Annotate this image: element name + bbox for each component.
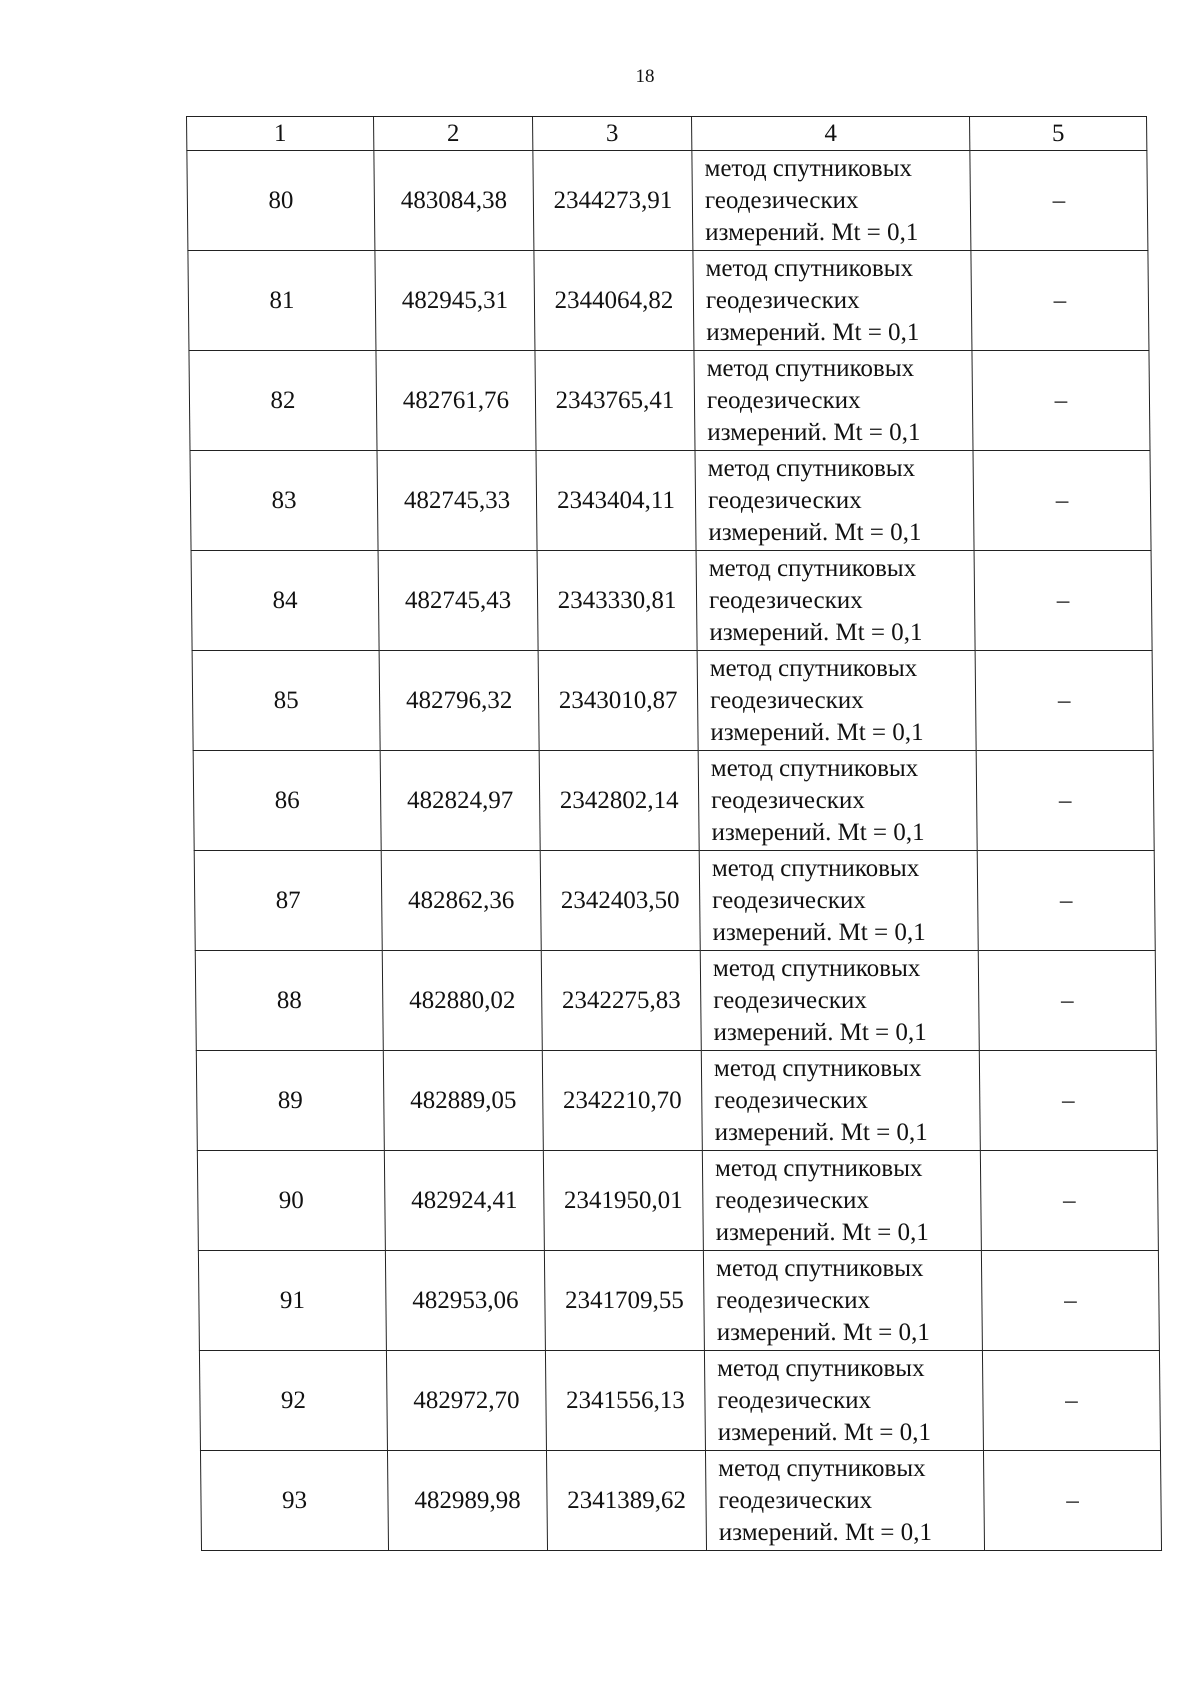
header-col-3: 3: [533, 117, 692, 151]
note-cell: –: [970, 151, 1148, 251]
y-coordinate-cell: 2343010,87: [538, 651, 698, 751]
method-line: измерений. Mt = 0,1: [715, 1218, 929, 1246]
method-line: измерений. Mt = 0,1: [708, 518, 922, 546]
note-cell: –: [975, 651, 1153, 751]
method-description-cell: [694, 351, 973, 451]
y-coordinate-cell: 2341709,55: [544, 1251, 704, 1351]
table-row: [193, 751, 1154, 851]
method-line: геодезических: [707, 486, 862, 514]
x-coordinate-cell: 482761,76: [376, 351, 536, 451]
method-line: метод спутниковых: [708, 554, 917, 582]
x-coordinate-cell: 482824,97: [380, 751, 540, 851]
header-col-1: 1: [187, 117, 374, 151]
method-line: геодезических: [713, 986, 867, 1014]
method-line: метод спутниковых: [715, 1254, 924, 1282]
note-cell: –: [979, 1051, 1157, 1151]
y-coordinate-cell: 2342802,14: [539, 751, 699, 851]
method-description-cell: [701, 1051, 980, 1151]
point-number-cell: 92: [199, 1351, 387, 1451]
method-line: метод спутниковых: [705, 254, 914, 282]
method-line: метод спутниковых: [707, 454, 916, 482]
y-coordinate-cell: 2344273,91: [533, 151, 693, 251]
note-cell: –: [976, 751, 1154, 851]
method-line: геодезических: [717, 1386, 872, 1414]
y-coordinate-cell: 2343330,81: [537, 551, 697, 651]
method-description-cell: [695, 451, 974, 551]
method-line: метод спутниковых: [716, 1354, 925, 1382]
method-line: измерений. Mt = 0,1: [706, 318, 920, 346]
note-cell: –: [980, 1151, 1158, 1251]
method-line: измерений. Mt = 0,1: [717, 1418, 932, 1446]
table-row: [197, 1151, 1158, 1251]
method-description-cell: [692, 151, 971, 251]
x-coordinate-cell: 482862,36: [381, 851, 541, 951]
method-line: метод спутниковых: [718, 1454, 926, 1482]
method-line: метод спутниковых: [706, 354, 915, 382]
table-row: [187, 151, 1148, 251]
method-line: измерений. Mt = 0,1: [710, 718, 924, 746]
table-row: [198, 1251, 1159, 1351]
method-line: измерений. Mt = 0,1: [707, 418, 921, 446]
note-cell: –: [982, 1351, 1160, 1451]
note-cell: –: [971, 251, 1149, 351]
method-line: метод спутниковых: [711, 854, 920, 882]
point-number-cell: 86: [193, 751, 381, 851]
x-coordinate-cell: 482989,98: [387, 1451, 547, 1551]
y-coordinate-cell: 2341389,62: [546, 1451, 706, 1551]
table-row: [192, 651, 1153, 751]
table-row: [194, 851, 1155, 951]
table-header: [187, 117, 1147, 151]
method-line: геодезических: [712, 886, 866, 914]
y-coordinate-cell: 2343404,11: [536, 451, 696, 551]
point-number-cell: 81: [188, 251, 376, 351]
method-line: геодезических: [715, 1186, 870, 1214]
method-line: геодезических: [709, 686, 864, 714]
header-col-2: 2: [374, 117, 533, 151]
method-description-cell: [699, 851, 978, 951]
table-row: [188, 251, 1149, 351]
y-coordinate-cell: 2341950,01: [543, 1151, 703, 1251]
method-line: измерений. Mt = 0,1: [713, 1018, 927, 1046]
method-description-cell: [698, 751, 977, 851]
table-row: [189, 351, 1150, 451]
table-row: [196, 1051, 1157, 1151]
method-line: измерений. Mt = 0,1: [709, 618, 923, 646]
point-number-cell: 93: [200, 1451, 388, 1551]
method-line: метод спутниковых: [710, 754, 919, 782]
method-description-cell: [697, 651, 976, 751]
method-description-cell: [702, 1151, 981, 1251]
method-description-cell: [704, 1351, 983, 1451]
point-number-cell: 84: [191, 551, 379, 651]
method-description-cell: [693, 251, 972, 351]
x-coordinate-cell: 482745,43: [378, 551, 538, 651]
method-description-cell: [700, 951, 979, 1051]
note-cell: –: [983, 1451, 1161, 1551]
point-number-cell: 87: [194, 851, 382, 951]
method-description-cell: [696, 551, 975, 651]
note-cell: –: [978, 951, 1156, 1051]
method-line: измерений. Mt = 0,1: [705, 218, 919, 246]
y-coordinate-cell: 2342210,70: [542, 1051, 702, 1151]
method-line: измерений. Mt = 0,1: [716, 1318, 930, 1346]
page-number: 18: [635, 66, 655, 87]
header-col-4: 4: [692, 117, 970, 151]
x-coordinate-cell: 482880,02: [382, 951, 542, 1051]
point-number-cell: 91: [198, 1251, 386, 1351]
y-coordinate-cell: 2344064,82: [534, 251, 694, 351]
method-line: метод спутниковых: [713, 1054, 922, 1082]
coordinates-table: [186, 116, 1162, 1551]
x-coordinate-cell: 483084,38: [374, 151, 534, 251]
y-coordinate-cell: 2342403,50: [540, 851, 700, 951]
y-coordinate-cell: 2343765,41: [535, 351, 695, 451]
note-cell: –: [973, 451, 1151, 551]
point-number-cell: 80: [187, 151, 375, 251]
method-description-cell: [703, 1251, 982, 1351]
table-row: [200, 1451, 1161, 1551]
method-line: метод спутниковых: [709, 654, 918, 682]
note-cell: –: [981, 1251, 1159, 1351]
x-coordinate-cell: 482945,31: [375, 251, 535, 351]
x-coordinate-cell: 482953,06: [385, 1251, 545, 1351]
header-col-5: 5: [970, 117, 1147, 151]
method-line: измерений. Mt = 0,1: [718, 1518, 933, 1546]
table-row: [195, 951, 1156, 1051]
method-line: метод спутниковых: [704, 154, 913, 182]
point-number-cell: 83: [190, 451, 378, 551]
x-coordinate-cell: 482796,32: [379, 651, 539, 751]
method-line: геодезических: [716, 1286, 871, 1314]
method-line: геодезических: [704, 186, 859, 214]
method-line: геодезических: [714, 1086, 869, 1114]
point-number-cell: 88: [195, 951, 383, 1051]
method-line: геодезических: [705, 286, 860, 314]
point-number-cell: 89: [196, 1051, 384, 1151]
table-row: [190, 451, 1151, 551]
point-number-cell: 82: [189, 351, 377, 451]
note-cell: –: [977, 851, 1155, 951]
method-line: геодезических: [718, 1486, 873, 1514]
method-line: метод спутниковых: [712, 954, 921, 982]
method-line: измерений. Mt = 0,1: [714, 1118, 928, 1146]
table-row: [199, 1351, 1160, 1451]
x-coordinate-cell: 482745,33: [377, 451, 537, 551]
method-line: геодезических: [711, 786, 865, 814]
method-line: метод спутниковых: [714, 1154, 923, 1182]
table-row: [191, 551, 1152, 651]
method-line: геодезических: [706, 386, 861, 414]
x-coordinate-cell: 482972,70: [386, 1351, 546, 1451]
header-row: [187, 117, 1147, 151]
method-line: геодезических: [708, 586, 863, 614]
x-coordinate-cell: 482889,05: [383, 1051, 543, 1151]
method-description-cell: [705, 1451, 984, 1551]
y-coordinate-cell: 2341556,13: [545, 1351, 705, 1451]
method-line: измерений. Mt = 0,1: [712, 918, 926, 946]
y-coordinate-cell: 2342275,83: [541, 951, 701, 1051]
method-line: измерений. Mt = 0,1: [711, 818, 925, 846]
point-number-cell: 90: [197, 1151, 385, 1251]
point-number-cell: 85: [192, 651, 380, 751]
note-cell: –: [974, 551, 1152, 651]
note-cell: –: [972, 351, 1150, 451]
table-body: [187, 151, 1162, 1551]
x-coordinate-cell: 482924,41: [384, 1151, 544, 1251]
